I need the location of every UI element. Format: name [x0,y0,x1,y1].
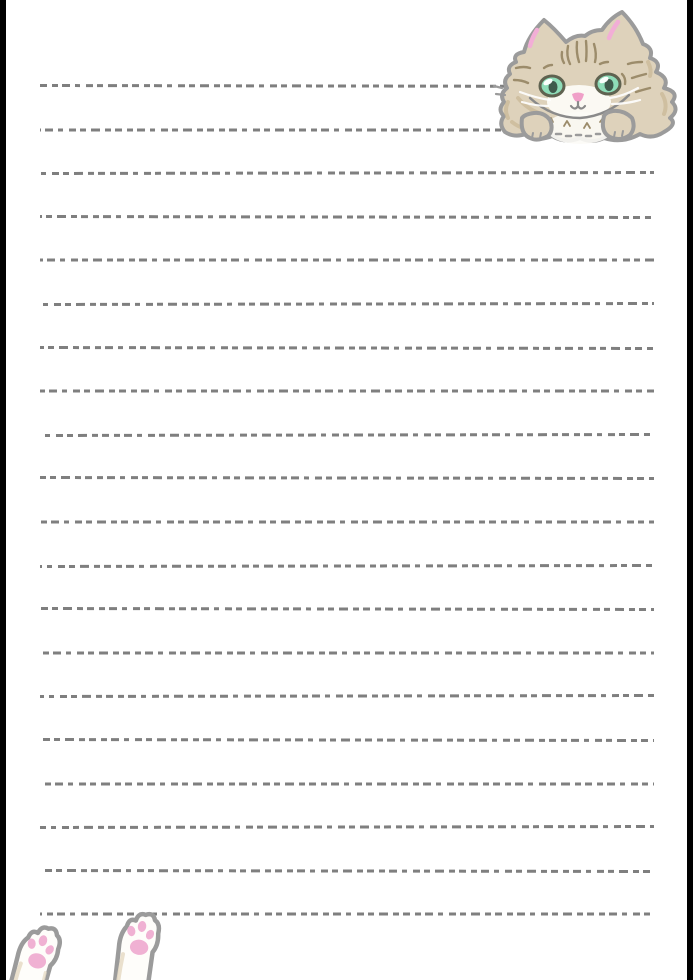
left-edge-bar [0,0,6,980]
ruled-line [0,344,693,352]
ruled-line [0,431,693,439]
right-edge-bar [687,0,693,980]
ruled-line [0,736,693,744]
ruled-line [0,692,693,700]
ruled-line [0,213,693,221]
paw-right-icon [114,910,162,980]
ruled-line [0,867,693,875]
ruled-line [0,780,693,788]
ruled-line [0,474,693,482]
ruled-line [0,823,693,831]
cat-illustration [492,6,684,152]
ruled-line [0,562,693,570]
cat-left-eye [540,76,564,96]
cat-paws-illustration [0,898,195,980]
ruled-line [0,518,693,526]
paw-left-icon [9,921,64,980]
cat-right-eye [596,74,620,94]
ruled-line [0,649,693,657]
ruled-line [0,300,693,308]
ruled-line [0,387,693,395]
ruled-line [0,605,693,613]
ruled-line [0,256,693,264]
ruled-line [0,169,693,177]
